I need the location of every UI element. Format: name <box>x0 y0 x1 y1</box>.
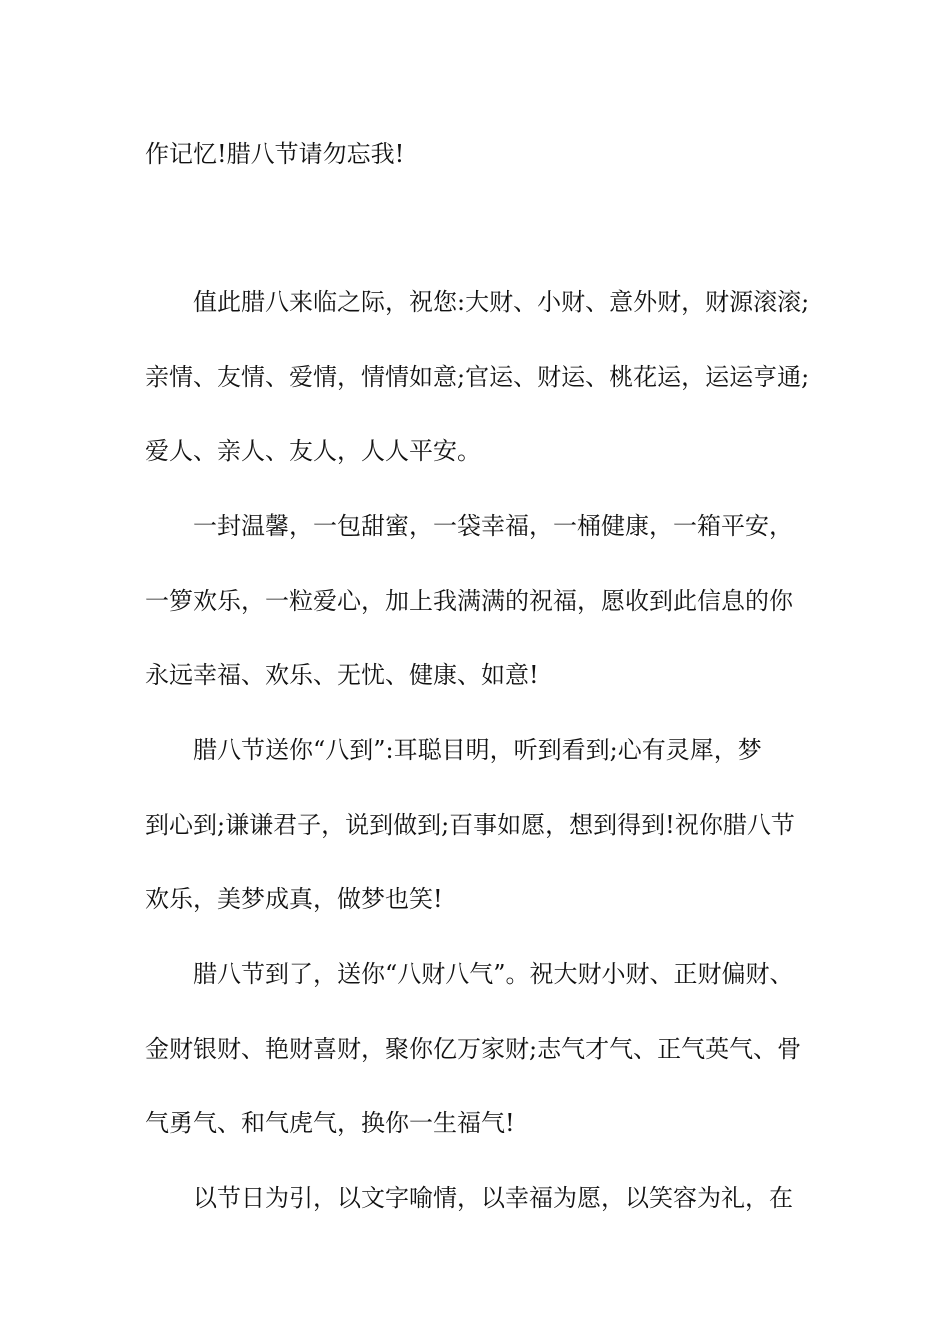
text-line-3: 亲情、友情、爱情，情情如意;官运、财运、桃花运，运运亨通; <box>145 363 810 391</box>
text-line-7: 永远幸福、欢乐、无忧、健康、如意! <box>145 661 539 689</box>
text-line-9: 到心到;谦谦君子，说到做到;百事如愿，想到得到!祝你腊八节 <box>145 811 795 839</box>
text-line-11: 腊八节到了，送你“八财八气”。祝大财小财、正财偏财、 <box>193 960 794 988</box>
text-line-2: 值此腊八来临之际，祝您:大财、小财、意外财，财源滚滚; <box>193 288 810 316</box>
text-line-8: 腊八节送你“八到”:耳聪目明，听到看到;心有灵犀，梦 <box>193 736 762 764</box>
text-line-14: 以节日为引，以文字喻情，以幸福为愿，以笑容为礼，在 <box>193 1184 793 1212</box>
text-line-1: 作记忆!腊八节请勿忘我! <box>145 140 405 168</box>
text-line-4: 爱人、亲人、友人，人人平安。 <box>145 437 481 465</box>
text-line-12: 金财银财、艳财喜财，聚你亿万家财;志气才气、正气英气、骨 <box>145 1035 802 1063</box>
text-line-6: 一箩欢乐，一粒爱心，加上我满满的祝福，愿收到此信息的你 <box>145 587 793 615</box>
text-line-13: 气勇气、和气虎气，换你一生福气! <box>145 1109 515 1137</box>
text-line-5: 一封温馨，一包甜蜜，一袋幸福，一桶健康，一箱平安， <box>193 512 793 540</box>
text-line-10: 欢乐，美梦成真，做梦也笑! <box>145 885 443 913</box>
